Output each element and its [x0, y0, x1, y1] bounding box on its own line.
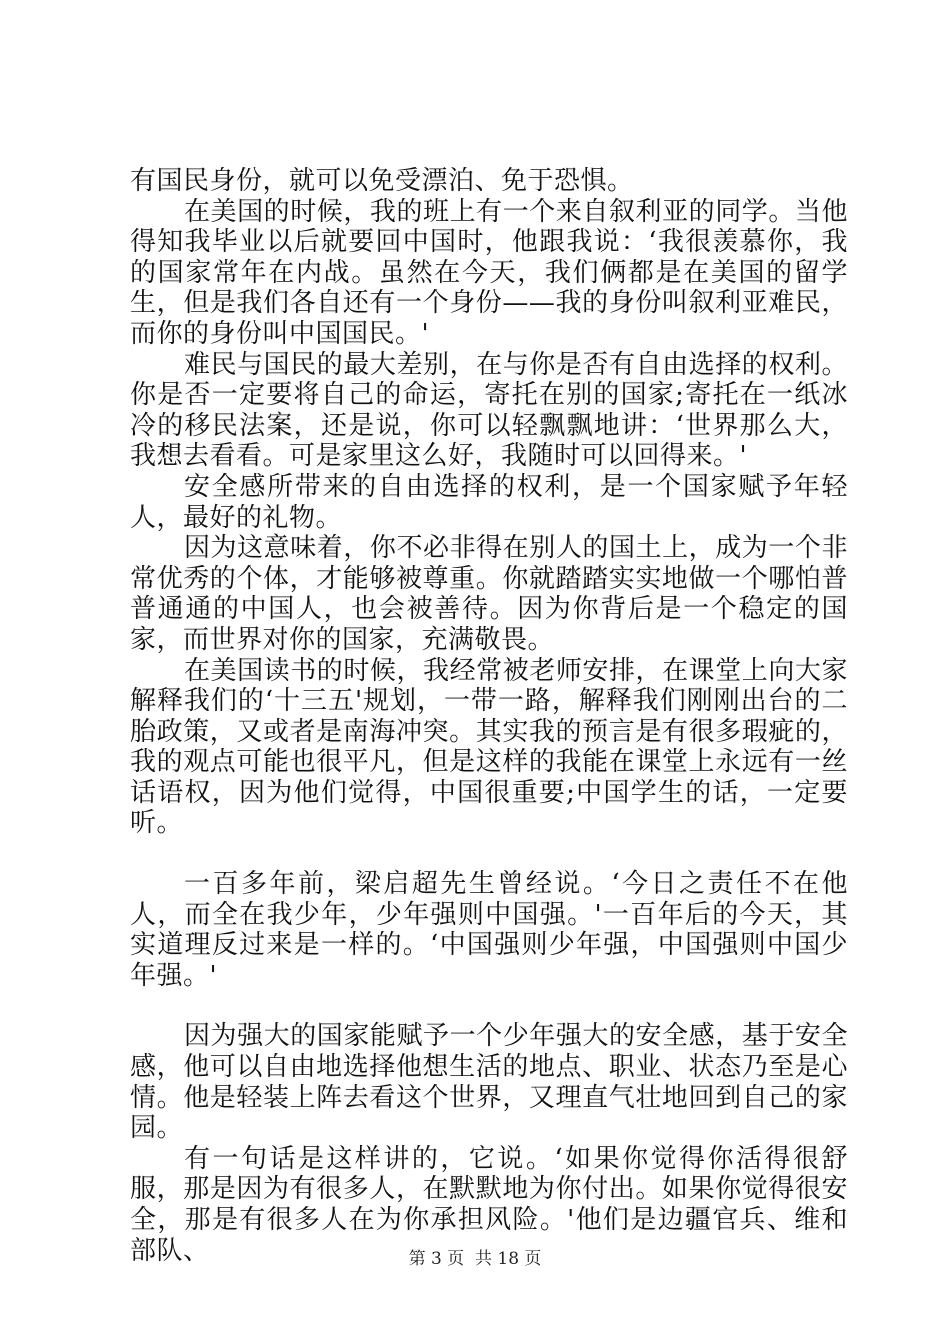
- page-number-footer: 第 3 页 共 18 页: [408, 1249, 542, 1269]
- paragraph-2: 在美国的时候，我的班上有一个来自叙利亚的同学。当他得知我毕业以后就要回中国时，他跟我说：‘我很羡慕你，我的国家常年在内战。虽然在今天，我们俩都是在美国的留学生，但是我们各自还有一个身份——我的身份叫叙利亚难民，而你的身份叫中国国民。': [130, 196, 848, 349]
- paragraph-7: 一百多年前，梁启超先生曾经说。‘今日之责任不在他人，而全在我少年，少年强则中国强。'一百年后的今天，其实道理反过来是一样的。‘中国强则少年强，中国强则中国少年强。': [130, 869, 848, 991]
- paragraph-3: 难民与国民的最大差别，在与你是否有自由选择的权利。你是否一定要将自己的命运，寄托在别的国家;寄托在一纸冰冷的移民法案，还是说，你可以轻飘飘地讲：‘世界那么大，我想去看看。可是家里这么好，我随时可以回得来。': [130, 349, 848, 472]
- paragraph-5: 因为这意味着，你不必非得在别人的国土上，成为一个非常优秀的个体，才能够被尊重。你就踏踏实实地做一个哪怕普普通通的中国人，也会被善待。因为你背后是一个稳定的国家，而世界对你的国家，充满敬畏。: [130, 533, 848, 655]
- paragraph-9: 有一句话是这样讲的，它说。‘如果你觉得你活得很舒服，那是因为有很多人，在默默地为你付出。如果你觉得很安全，那是有很多人在为你承担风险。'他们是边疆官兵、维和部队、: [130, 1143, 848, 1266]
- paragraph-8: 因为强大的国家能赋予一个少年强大的安全感，基于安全感，他可以自由地选择他想生活的地点、职业、状态乃至是心情。他是轻装上阵去看这个世界，又理直气壮地回到自己的家园。: [130, 1021, 848, 1144]
- paragraph-4: 安全感所带来的自由选择的权利，是一个国家赋予年轻人，最好的礼物。: [130, 471, 848, 533]
- paragraph-spacer: [130, 839, 848, 869]
- document-body: [130, 166, 848, 1266]
- paragraph-spacer: [130, 991, 848, 1021]
- paragraph-6: 在美国读书的时候，我经常被老师安排，在课堂上向大家解释我们的‘十三五'规划，一带一路，解释我们刚刚出台的二胎政策，又或者是南海冲突。其实我的预言是有很多瑕疵的，我的观点可能也很平凡，但是这样的我能在课堂上永远有一丝话语权，因为他们觉得，中国很重要;中国学生的话，一定要听。: [130, 655, 848, 839]
- paragraph-1: 有国民身份，就可以免受漂泊、免于恐惧。: [130, 166, 634, 196]
